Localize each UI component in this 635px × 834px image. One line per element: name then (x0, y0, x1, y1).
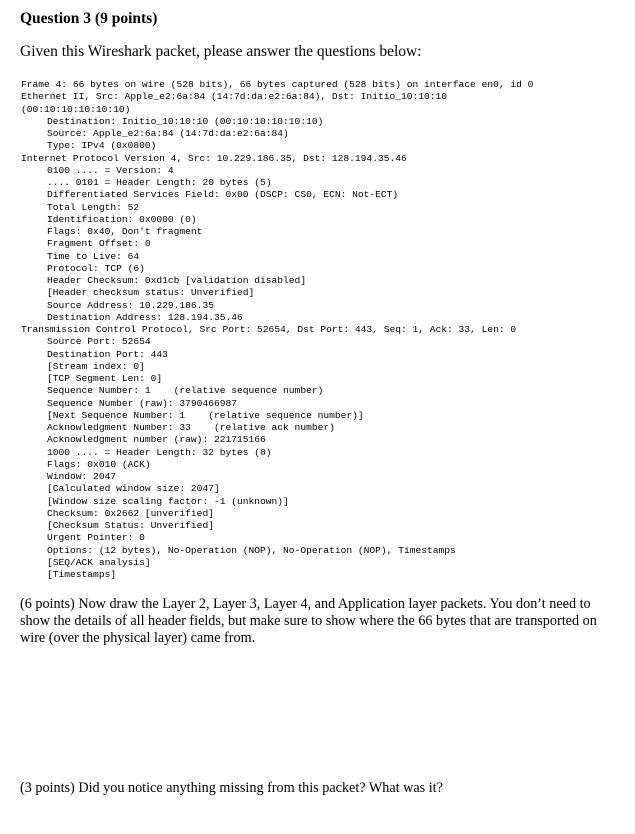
packet-line: [Timestamps] (47, 569, 117, 580)
question-title: Question 3 (9 points) (20, 10, 158, 27)
packet-line: Frame 4: 66 bytes on wire (528 bits), 66 bytes captured (528 bits) on interface en0, id 0 (21, 79, 534, 90)
packet-line: Transmission Control Protocol, Src Port: 52654, Dst Port: 443, Seq: 1, Ack: 33, Len: 0 (21, 324, 517, 335)
packet-line: Source Port: 52654 (47, 336, 151, 348)
packet-line: [Stream index: 0] (47, 360, 145, 372)
question-part-1: (6 points) Now draw the Layer 2, Layer 3, Layer 4, and Application layer packets. You don’t need to show the details of all header fields, but make sure to show where the 66 bytes that are transported on wire (over the physical layer) came from. (20, 596, 597, 646)
packet-line: Acknowledgment Number: 33 (relative ack number) (47, 422, 335, 433)
packet-line: Window: 2047 (47, 471, 117, 482)
packet-line: [Next Sequence Number: 1 (relative sequence number)] (47, 409, 364, 421)
packet-line: Checksum: 0x2662 [unverified] (47, 507, 214, 519)
packet-line: Differentiated Services Field: 0x00 (DSCP: CS0, ECN: Not-ECT) (47, 189, 399, 201)
packet-line: Source Address: 10.229.186.35 (47, 299, 214, 311)
question-part-2: (3 points) Did you notice anything missing from this packet? What was it? (20, 780, 443, 796)
packet-line: 1000 .... = Header Length: 32 bytes (8) (47, 446, 272, 458)
packet-line: (00:10:10:10:10:10) (21, 103, 131, 115)
packet-line: Flags: 0x40, Don't fragment (47, 226, 203, 237)
packet-line: Destination Port: 443 (47, 348, 168, 360)
packet-line: Acknowledgment number (raw): 221715166 (47, 434, 266, 446)
packet-line: Identification: 0x0000 (0) (47, 213, 197, 225)
packet-line: Sequence Number (raw): 3790466987 (47, 397, 237, 409)
packet-line: Time to Live: 64 (47, 250, 140, 262)
packet-line: [Window size scaling factor: -1 (unknown)] (47, 495, 289, 507)
packet-line: [SEQ/ACK analysis] (47, 556, 151, 568)
packet-line: Type: IPv4 (0x0800) (47, 140, 157, 152)
packet-line: Destination: Initio_10:10:10 (00:10:10:10:10:10) (47, 115, 324, 127)
packet-line: Header Checksum: 0xd1cb [validation disabled] (47, 275, 307, 286)
packet-line: Internet Protocol Version 4, Src: 10.229.186.35, Dst: 128.194.35.46 (21, 152, 407, 164)
packet-line: Source: Apple_e2:6a:84 (14:7d:da:e2:6a:84) (47, 128, 289, 139)
packet-line: Fragment Offset: 0 (47, 238, 151, 250)
packet-line: [Header checksum status: Unverified] (47, 287, 255, 299)
packet-line: Urgent Pointer: 0 (47, 532, 145, 544)
packet-line: [Checksum Status: Unverified] (47, 520, 214, 531)
packet-line: Total Length: 52 (47, 201, 140, 213)
packet-line: Sequence Number: 1 (relative sequence number) (47, 385, 324, 397)
packet-line: .... 0101 = Header Length: 20 bytes (5) (47, 177, 272, 188)
wireshark-packet-details (21, 79, 533, 581)
packet-line: Destination Address: 128.194.35.46 (47, 311, 243, 323)
packet-line: 0100 .... = Version: 4 (47, 164, 174, 176)
packet-line: [TCP Segment Len: 0] (47, 373, 163, 384)
packet-line: Ethernet II, Src: Apple_e2:6a:84 (14:7d:da:e2:6a:84), Dst: Initio_10:10:10 (21, 91, 448, 103)
packet-line: [Calculated window size: 2047] (47, 483, 220, 495)
packet-line: Options: (12 bytes), No-Operation (NOP), No-Operation (NOP), Timestamps (47, 544, 456, 556)
packet-line: Protocol: TCP (6) (47, 262, 145, 274)
question-intro: Given this Wireshark packet, please answer the questions below: (20, 43, 422, 60)
packet-line: Flags: 0x010 (ACK) (47, 458, 151, 470)
